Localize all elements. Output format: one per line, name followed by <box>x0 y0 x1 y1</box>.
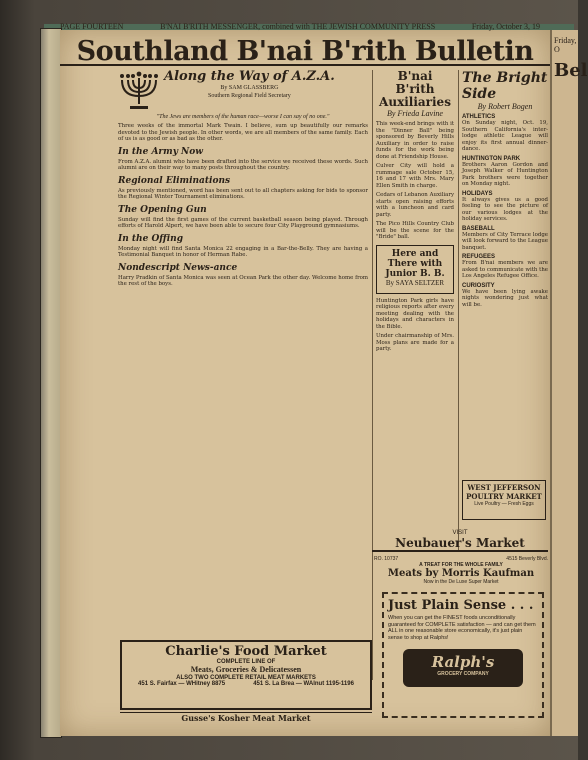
ad-phone: RO. 10737 <box>374 556 399 562</box>
neubauers-market-ad <box>372 530 548 552</box>
ad-address: 4515 Beverly Blvd. <box>506 556 548 562</box>
ad-line: VISIT <box>452 530 468 536</box>
aux-text: Under chairmanship of Mrs. Moss plans are made for a party. <box>376 333 454 352</box>
aza-byline: By SAM GLASSBERG <box>220 85 279 91</box>
ad-title: Gusse's Kosher Meat Market <box>181 713 311 723</box>
ad-line: Now in the De Luxe Super Market <box>423 579 499 585</box>
ad-address: 451 S. La Brea — WAlnut 1195-1196 <box>253 681 354 687</box>
ad-line: COMPLETE LINE OF <box>216 659 276 665</box>
section-text: Harry Pradkin of Santa Monica was seen at Ocean Park the other day. Welcome home from the rest of the boys. <box>118 274 368 287</box>
section-heading: The Opening Gun <box>118 204 207 215</box>
subheading: BASEBALL <box>462 225 495 232</box>
facing-page-edge <box>550 30 588 736</box>
section-heading: In the Army Now <box>118 146 204 157</box>
facing-page-date: Friday, O <box>554 36 577 54</box>
charlies-food-market-ad <box>120 640 372 710</box>
aux-text: The Pico Hills Country Club will be the scene for the "Bride" ball. <box>376 221 454 240</box>
subheading: ATHLETICS <box>462 114 496 120</box>
ad-body: When you can get the FINEST foods unconditionally guaranteed for COMPLETE satisfaction — and can get them ALL in one reasonable store economically, it's just plain sense to shop at Ralphs! <box>388 615 536 641</box>
issue-date: Friday, October 3, 19 <box>471 22 540 31</box>
kaufman-meats-ad <box>374 556 548 590</box>
subheading: HOLIDAYS <box>462 190 493 197</box>
junior-bb-box <box>376 245 454 294</box>
menorah-icon <box>118 70 160 110</box>
ad-title: Neubauer's Market <box>395 536 525 550</box>
aux-text: Cedars of Lebanon Auxiliary starts open raising efforts with a luncheon and card party. <box>376 192 454 218</box>
subheading: HUNTINGTON PARK <box>462 155 521 162</box>
ad-title: Meats by Morris Kaufman <box>387 568 535 579</box>
ad-line: Live Poultry — Fresh Eggs <box>474 501 534 507</box>
ad-title: WEST JEFFERSON POULTRY MARKET <box>466 483 542 501</box>
subheading: CURIOSITY <box>462 282 495 289</box>
aza-column <box>118 70 368 650</box>
column-text: Members of City Terrace lodge will look forward to the League banquet. <box>462 231 548 251</box>
aux-text: Culver City will hold a rummage sale October 15, 16 and 17 with Mrs. Mary Ellen Smith in charge. <box>376 163 454 189</box>
junior-byline: By SAYA SELTZER <box>385 278 445 287</box>
aux-text: This week-end brings with it the "Dinner Ball" being sponsored by Beverly Hills Auxiliary in order to raise funds for the work being done at Friendship House. <box>376 121 454 160</box>
section-heading: Nondescript News-ance <box>118 262 238 273</box>
aza-title: Along the Way of A.Z.A. <box>164 69 335 84</box>
column-text: From B'nai members we are asked to communicate with the Los Angeles Refugee Office. <box>462 260 548 279</box>
aza-byline-role: Southern Regional Field Secretary <box>207 93 291 99</box>
column-text: On Sunday night, Oct. 19, Southern California's inter-lodge athletic League will enjoy its first annual dinner-dance. <box>462 120 548 152</box>
logo-sub: GROCERY COMPANY <box>437 671 489 677</box>
book-spine <box>40 28 62 738</box>
ad-address: 451 S. Fairfax — WHitney 8875 <box>138 681 226 687</box>
ad-title: Just Plain Sense . . . <box>388 598 534 613</box>
section-text: From A.Z.A. alumni who have been drafted into the service we received these words. Such alumni are on their way to many posts throughout the country. <box>118 158 368 171</box>
ad-title: Charlie's Food Market <box>165 644 327 659</box>
logo-name: Ralph's <box>431 653 495 671</box>
page-title: Southland B'nai B'rith Bulletin <box>60 36 550 66</box>
bright-side-byline: By Robert Bogen <box>477 102 533 111</box>
bright-side-title: The Bright Side <box>462 70 548 102</box>
ad-line: A TREAT FOR THE WHOLE FAMILY <box>419 562 503 568</box>
section-text: Monday night will find Santa Monica 22 engaging in a Bar-the-Belly. They are having a Testimonial Banquet in honor of Herman Rabe. <box>118 245 368 258</box>
section-text: As previously mentioned, word has been sent out to all chapters asking for bids to sponsor the Regional Winter Tournament eliminations. <box>118 187 368 200</box>
aza-feature-header <box>118 70 368 110</box>
column-text: We have been lying awake nights wondering just what will be. <box>462 288 548 308</box>
aux-text: Huntington Park girls have religious reports after every meeting dealing with the holidays and characters in the Bible. <box>376 297 454 330</box>
facing-page-title: Bel <box>554 60 588 81</box>
ralphs-logo <box>403 649 523 687</box>
page-number: PAGE FOURTEEN <box>60 22 124 31</box>
section-heading: Regional Eliminations <box>118 175 231 186</box>
column-text: Brothers Aaron Gordon and Joseph Walker of Huntington Park brothers were together on Monday night. <box>462 161 548 187</box>
gusses-market-ad <box>120 712 372 732</box>
paper-name: B'NAI B'RITH MESSENGER, combined with THE JEWISH COMMUNITY PRESS <box>160 22 436 31</box>
poultry-market-ad <box>462 480 546 520</box>
ad-line: Meats, Groceries & Delicatessen <box>190 665 302 674</box>
ad-line: ALSO TWO COMPLETE RETAIL MEAT MARKETS <box>176 675 316 681</box>
aux-title: B'nai B'rith Auxiliaries <box>379 69 451 109</box>
aux-byline: By Frieda Lavine <box>387 109 443 118</box>
page-header <box>60 22 540 34</box>
aza-quote: "The Jews are members of the human race—worse I can say of no one." <box>156 114 330 120</box>
aza-intro: Three weeks of the immortal Mark Twain. I believe, sum up beautifully our remarks devoted to the Jewish people. In other words, we are all members of the same family. Each of us is as good or as bad as the other. <box>118 123 368 142</box>
bright-side-column <box>458 70 548 550</box>
section-heading: In the Offing <box>118 233 183 244</box>
ralphs-ad <box>382 592 544 718</box>
junior-title: Here and There with Junior B. B. <box>385 248 445 279</box>
column-text: It always gives us a good feeling to see the picture of our various lodges at the holiday services. <box>462 196 548 222</box>
section-text: Sunday will find the first games of the current basketball season being played. Through efforts of Harold Alpert, we have been able to secure four City Playground gymnasiums. <box>118 216 368 229</box>
ad-addresses <box>124 681 368 687</box>
subheading: REFUGEES <box>462 254 496 260</box>
